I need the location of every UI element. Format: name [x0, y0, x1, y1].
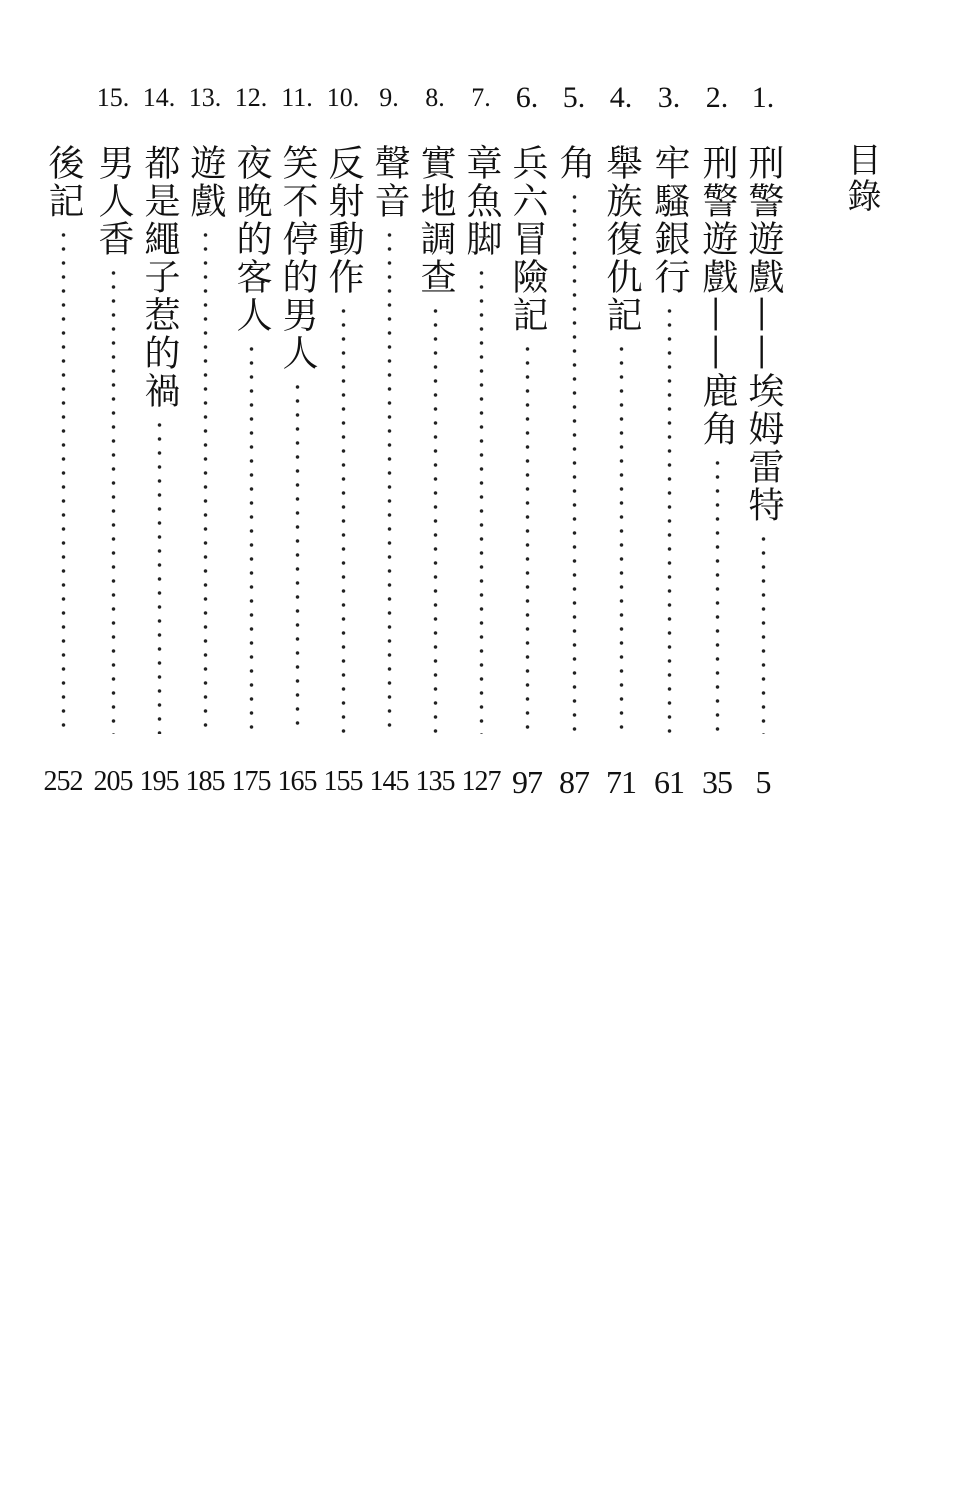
toc-entry-title: 夜晚的客人	[231, 144, 272, 334]
toc-entry-page: 35	[702, 764, 732, 800]
toc-entry-number: 8.	[425, 83, 445, 112]
toc-entry-number: 4.	[609, 81, 633, 114]
toc-entry-number: 5.	[562, 81, 586, 114]
dot-leader	[111, 266, 116, 734]
toc-entry-title: 角	[554, 144, 595, 182]
toc-entry-page: 155	[323, 766, 363, 797]
toc-entry-4	[598, 82, 644, 812]
toc-entry-number: 3.	[657, 81, 681, 114]
toc-entry-number: 9.	[379, 83, 399, 112]
toc-entry-page: 205	[93, 766, 133, 797]
toc-entry-number: 7.	[471, 83, 491, 112]
toc-entry-number: 6.	[515, 81, 539, 114]
toc-entry-page: 195	[139, 766, 179, 797]
dot-leader	[715, 456, 720, 734]
toc-entry-5	[551, 82, 597, 812]
toc-entry-3	[646, 82, 692, 812]
toc-entry-7	[458, 82, 504, 812]
toc-entry-title: 章魚脚	[461, 144, 502, 258]
toc-entry-number: 15.	[96, 83, 130, 112]
toc-entry-number: 14.	[142, 83, 176, 112]
toc-entry-page: 145	[369, 766, 409, 797]
toc-entry-number: 12.	[234, 83, 268, 112]
toc-entry-1	[740, 82, 786, 812]
dot-leader	[525, 342, 530, 734]
toc-entry-afterword	[40, 82, 86, 812]
toc-entry-number: 13.	[188, 83, 222, 112]
dot-leader	[387, 228, 392, 734]
toc-entry-title: 男人香	[93, 144, 134, 258]
toc-entry-9	[366, 82, 412, 812]
toc-entry-page: 71	[606, 764, 636, 800]
toc-entry-15	[90, 82, 136, 812]
toc-entry-page: 87	[559, 764, 589, 800]
toc-entry-title: 都是繩子惹的禍	[139, 144, 180, 410]
dot-leader	[479, 266, 484, 734]
toc-entry-10	[320, 82, 366, 812]
dot-leader	[667, 304, 672, 734]
toc-entry-number: 2.	[705, 81, 729, 114]
toc-entry-page: 135	[415, 766, 455, 797]
toc-entry-page: 175	[231, 766, 271, 797]
dot-leader	[157, 418, 162, 734]
toc-entry-title: 後記	[43, 144, 84, 220]
toc-entry-title: 刑警遊戲——埃姆雷特	[743, 144, 784, 524]
toc-entry-page: 5	[755, 764, 771, 800]
toc-entry-title: 笑不停的男人	[277, 144, 318, 372]
toc-entry-title: 牢騷銀行	[649, 144, 690, 296]
dot-leader	[433, 304, 438, 734]
toc-entry-number: 1.	[751, 81, 775, 114]
toc-entry-page: 97	[512, 764, 542, 800]
toc-entry-title: 兵六冒險記	[507, 144, 548, 334]
toc-entry-title: 反射動作	[323, 144, 364, 296]
toc-entry-page: 185	[185, 766, 225, 797]
dot-leader	[619, 342, 624, 734]
toc-entry-11	[274, 82, 320, 812]
toc-entry-12	[228, 82, 274, 812]
dot-leader	[295, 380, 300, 734]
toc-entry-title: 實地調查	[415, 144, 456, 296]
toc-entry-8	[412, 82, 458, 812]
toc-entry-page: 127	[461, 766, 501, 797]
toc-entry-page: 252	[43, 766, 83, 797]
toc-entry-6	[504, 82, 550, 812]
toc-entry-page: 61	[654, 764, 684, 800]
dot-leader	[203, 228, 208, 734]
toc-entry-2	[694, 82, 740, 812]
toc-entry-number: 11.	[281, 83, 313, 112]
toc-entry-13	[182, 82, 228, 812]
toc-entry-title: 刑警遊戲——鹿角	[697, 144, 738, 448]
toc-heading: 目錄	[841, 142, 881, 214]
toc-entry-title: 遊戲	[185, 144, 226, 220]
dot-leader	[61, 228, 66, 734]
toc-entry-title: 聲音	[369, 144, 410, 220]
toc-entry-page: 165	[277, 766, 317, 797]
toc-entry-number: 10.	[326, 83, 360, 112]
toc-entry-title: 舉族復仇記	[601, 144, 642, 334]
dot-leader	[761, 532, 766, 734]
dot-leader	[341, 304, 346, 734]
dot-leader	[572, 190, 577, 734]
dot-leader	[249, 342, 254, 734]
toc-entry-14	[136, 82, 182, 812]
